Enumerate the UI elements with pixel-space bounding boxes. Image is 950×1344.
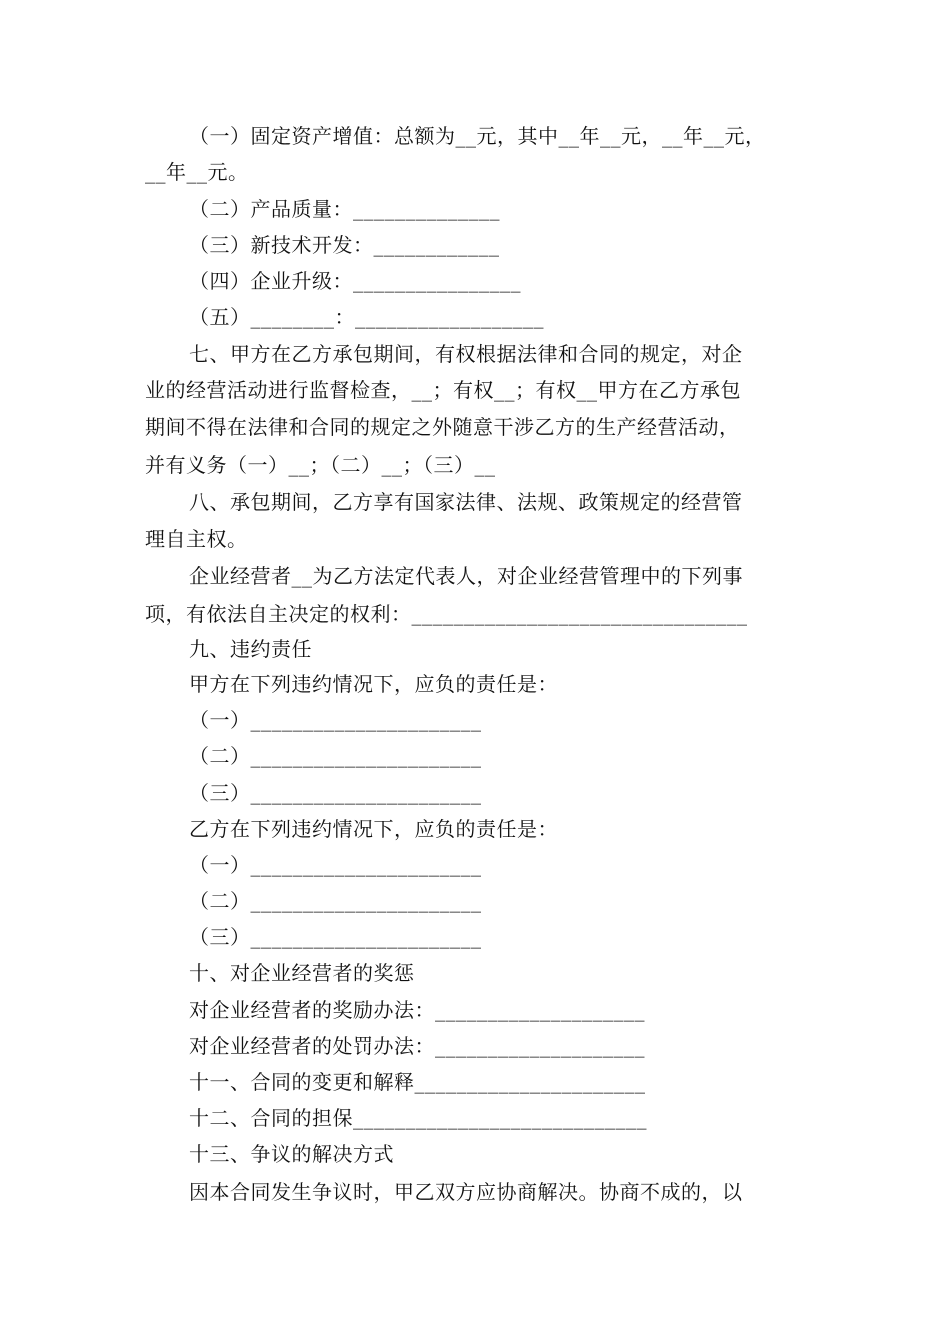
section-10-heading: 十、对企业经营者的奖惩: [189, 961, 415, 985]
clause-6-1-line-1: （一）固定资产增值：总额为__元，其中__年__元，__年__元，: [189, 124, 766, 148]
clause-6-3: （三）新技术开发：____________: [189, 233, 500, 257]
clause-7-line-4: 并有义务（一）__；（二）__；（三）__: [145, 453, 496, 477]
section-9-heading: 九、违约责任: [189, 637, 312, 661]
clause-7-line-2: 业的经营活动进行监督检查，__；有权__；有权__甲方在乙方承包: [145, 378, 741, 402]
section-12-heading: 十二、合同的担保____________________________: [189, 1106, 647, 1130]
penalty-method: 对企业经营者的处罚办法：____________________: [189, 1034, 645, 1058]
party-a-liability-2: （二）______________________: [189, 744, 482, 768]
party-b-liability-intro: 乙方在下列违约情况下，应负的责任是：: [189, 817, 558, 841]
dispute-resolution-line-1: 因本合同发生争议时，甲乙双方应协商解决。协商不成的，以: [189, 1180, 743, 1204]
clause-7-line-3: 期间不得在法律和合同的规定之外随意干涉乙方的生产经营活动，: [145, 415, 740, 439]
clause-6-1-line-2: __年__元。: [145, 160, 249, 184]
party-b-liability-1: （一）______________________: [189, 853, 482, 877]
clause-6-4: （四）企业升级：________________: [189, 269, 521, 293]
party-a-liability-intro: 甲方在下列违约情况下，应负的责任是：: [189, 672, 558, 696]
clause-6-2: （二）产品质量：______________: [189, 197, 500, 221]
party-b-liability-2: （二）______________________: [189, 889, 482, 913]
clause-6-5: （五）________：__________________: [189, 305, 544, 329]
party-a-liability-3: （三）______________________: [189, 781, 482, 805]
clause-7-line-1: 七、甲方在乙方承包期间，有权根据法律和合同的规定，对企: [189, 342, 743, 366]
party-a-liability-1: （一）______________________: [189, 708, 482, 732]
operator-rights-line-1: 企业经营者__为乙方法定代表人，对企业经营管理中的下列事: [189, 564, 743, 588]
operator-rights-line-2: 项，有依法自主决定的权利：________________________________: [145, 602, 748, 626]
section-11-heading: 十一、合同的变更和解释______________________: [189, 1070, 646, 1094]
party-b-liability-3: （三）______________________: [189, 925, 482, 949]
reward-method: 对企业经营者的奖励办法：____________________: [189, 998, 645, 1022]
clause-8-line-1: 八、承包期间，乙方享有国家法律、法规、政策规定的经营管: [189, 490, 743, 514]
section-13-heading: 十三、争议的解决方式: [189, 1142, 394, 1166]
clause-8-line-2: 理自主权。: [145, 527, 248, 551]
